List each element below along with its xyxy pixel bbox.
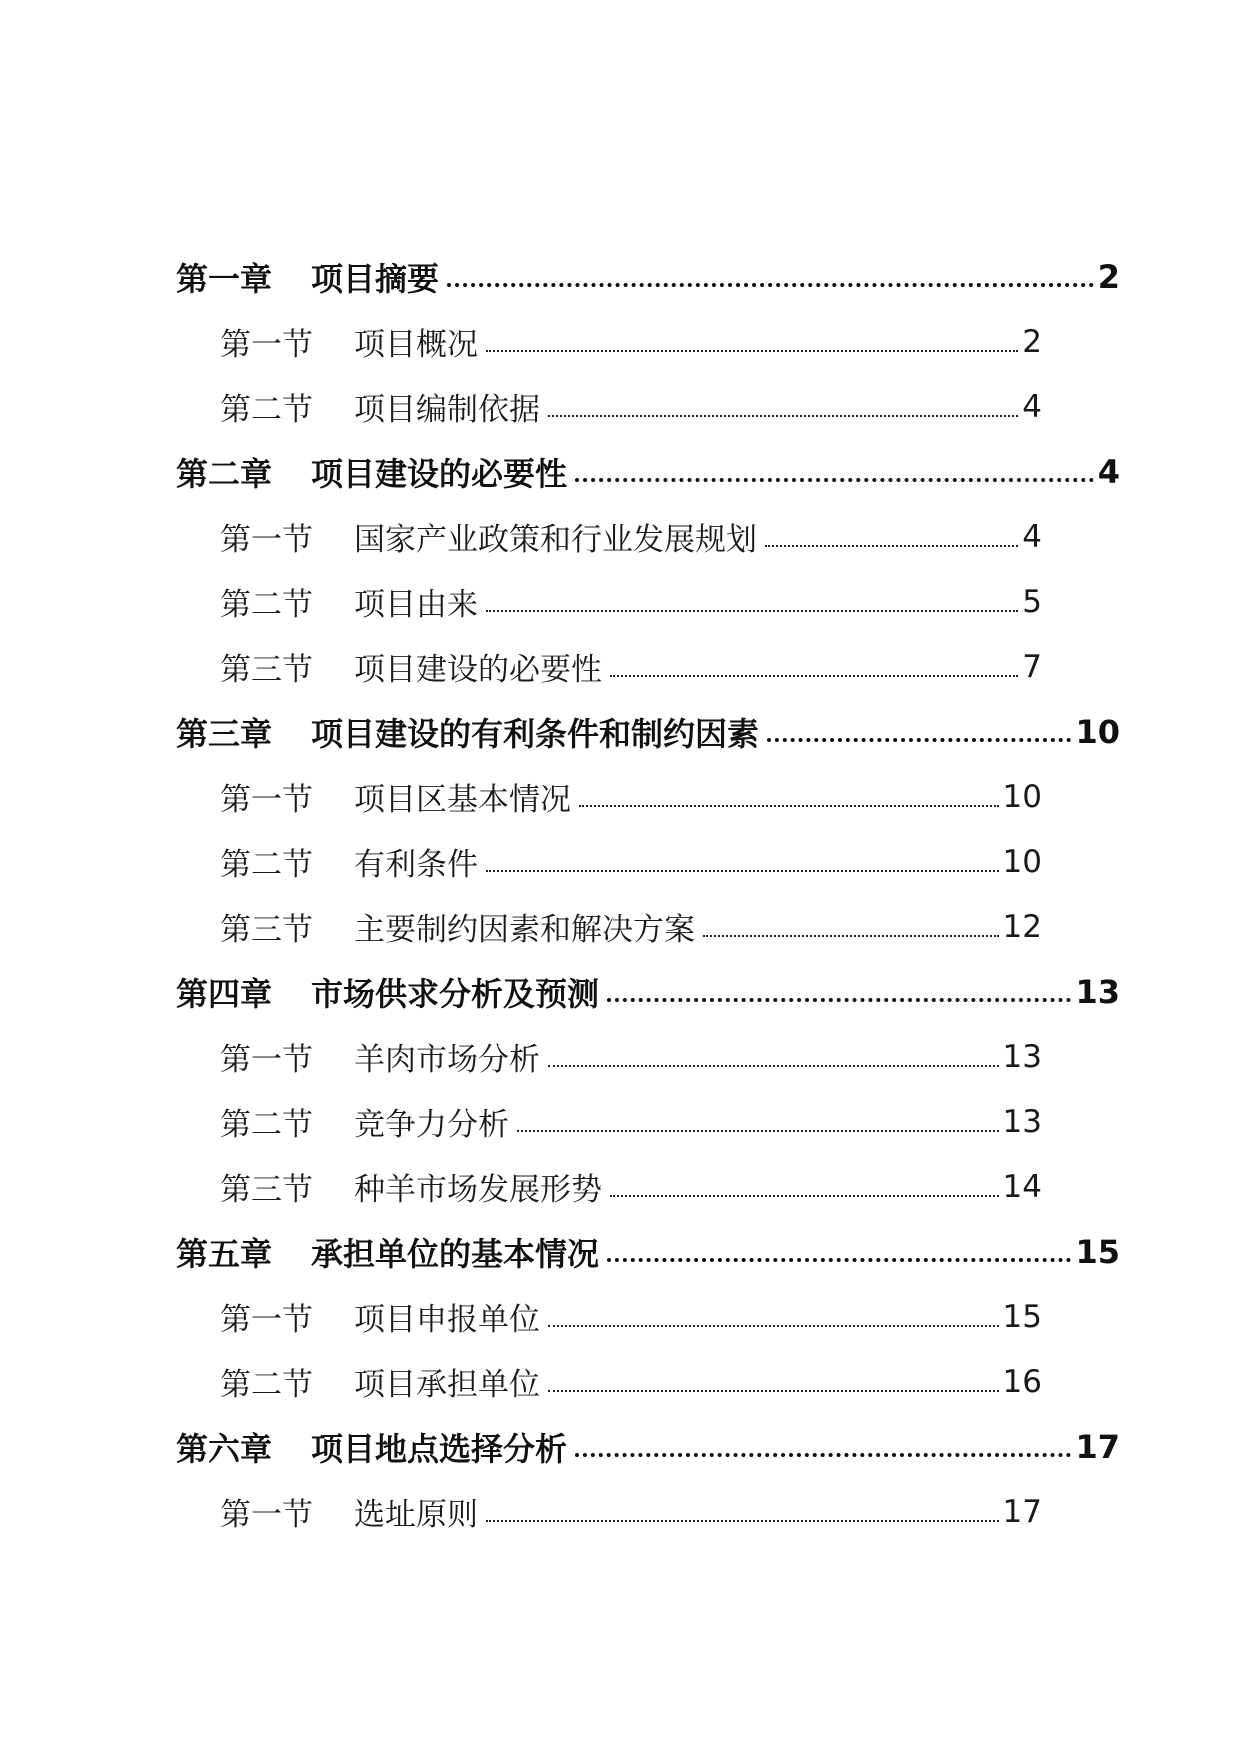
toc-entry-page: 16 <box>1002 1363 1042 1400</box>
toc-entry-title: 羊肉市场分析 <box>354 1042 540 1078</box>
toc-entry-title: 项目承担单位 <box>354 1367 540 1403</box>
toc-entry-number: 第四章 <box>176 974 273 1013</box>
toc-entry-page: 4 <box>1097 452 1120 491</box>
toc-entry-title: 国家产业政策和行业发展规划 <box>354 522 757 558</box>
toc-entry-number: 第三节 <box>220 652 313 688</box>
toc-entry-title: 项目建设的有利条件和制约因素 <box>311 714 760 753</box>
toc-entry-number: 第一节 <box>220 327 313 363</box>
toc-section-entry[interactable] <box>0 894 1042 959</box>
dot-leader <box>575 1453 1071 1457</box>
toc-entry-number: 第三节 <box>220 1172 313 1208</box>
toc-entry-page: 10 <box>1002 778 1042 815</box>
toc-entry-page: 15 <box>1002 1298 1042 1335</box>
dot-leader <box>703 935 999 937</box>
dot-leader <box>486 350 1018 352</box>
dot-leader <box>610 1195 999 1197</box>
toc-section-entry[interactable] <box>0 569 1042 634</box>
toc-entry-number: 第一节 <box>220 1497 313 1533</box>
toc-entry-number: 第一节 <box>220 522 313 558</box>
toc-entry-title: 项目区基本情况 <box>354 782 571 818</box>
toc-entry-number: 第二节 <box>220 1107 313 1143</box>
toc-entry-title: 主要制约因素和解决方案 <box>354 912 695 948</box>
toc-entry-number: 第二节 <box>220 587 313 623</box>
dot-leader <box>548 415 1018 417</box>
toc-entry-number: 第三章 <box>176 714 273 753</box>
dot-leader <box>767 738 1071 742</box>
toc-entry-title: 项目概况 <box>354 327 478 363</box>
toc-section-entry[interactable] <box>0 634 1042 699</box>
toc-entry-page: 5 <box>1022 583 1042 620</box>
dot-leader <box>548 1065 999 1067</box>
toc-entry-page: 2 <box>1097 257 1120 296</box>
dot-leader <box>486 870 999 872</box>
toc-entry-page: 10 <box>1002 843 1042 880</box>
toc-entry-number: 第六章 <box>176 1429 273 1468</box>
toc-entry-title: 选址原则 <box>354 1497 478 1533</box>
dot-leader <box>575 478 1094 482</box>
toc-entry-title: 承担单位的基本情况 <box>311 1234 600 1273</box>
toc-section-entry[interactable] <box>0 374 1042 439</box>
toc-chapter-entry[interactable] <box>0 959 1120 1024</box>
toc-entry-title: 项目编制依据 <box>354 392 540 428</box>
dot-leader <box>548 1325 999 1327</box>
toc-entry-page: 12 <box>1002 908 1042 945</box>
table-of-contents <box>0 244 1241 1544</box>
toc-chapter-entry[interactable] <box>0 244 1120 309</box>
toc-entry-number: 第一节 <box>220 782 313 818</box>
toc-entry-page: 13 <box>1002 1038 1042 1075</box>
dot-leader <box>548 1390 999 1392</box>
toc-section-entry[interactable] <box>0 829 1042 894</box>
toc-chapter-entry[interactable] <box>0 439 1120 504</box>
toc-entry-number: 第二章 <box>176 454 273 493</box>
toc-entry-number: 第五章 <box>176 1234 273 1273</box>
dot-leader <box>607 1258 1071 1262</box>
toc-entry-title: 项目由来 <box>354 587 478 623</box>
toc-section-entry[interactable] <box>0 1154 1042 1219</box>
toc-entry-number: 第一节 <box>220 1042 313 1078</box>
toc-entry-title: 竞争力分析 <box>354 1107 509 1143</box>
toc-entry-number: 第二节 <box>220 1367 313 1403</box>
toc-entry-page: 13 <box>1002 1103 1042 1140</box>
toc-entry-title: 有利条件 <box>354 847 478 883</box>
toc-chapter-entry[interactable] <box>0 699 1120 764</box>
toc-section-entry[interactable] <box>0 1284 1042 1349</box>
toc-section-entry[interactable] <box>0 1349 1042 1414</box>
dot-leader <box>765 545 1018 547</box>
toc-entry-page: 7 <box>1022 648 1042 685</box>
toc-entry-number: 第二节 <box>220 392 313 428</box>
toc-entry-title: 项目建设的必要性 <box>311 454 568 493</box>
toc-section-entry[interactable] <box>0 309 1042 374</box>
toc-entry-title: 市场供求分析及预测 <box>311 974 600 1013</box>
toc-entry-number: 第二节 <box>220 847 313 883</box>
toc-section-entry[interactable] <box>0 1089 1042 1154</box>
toc-entry-title: 项目建设的必要性 <box>354 652 602 688</box>
toc-entry-title: 种羊市场发展形势 <box>354 1172 602 1208</box>
toc-entry-number: 第三节 <box>220 912 313 948</box>
dot-leader <box>486 610 1018 612</box>
toc-entry-page: 15 <box>1075 1232 1120 1271</box>
dot-leader <box>610 675 1018 677</box>
dot-leader <box>447 283 1094 287</box>
dot-leader <box>607 998 1071 1002</box>
toc-entry-page: 13 <box>1075 972 1120 1011</box>
toc-entry-page: 17 <box>1002 1493 1042 1530</box>
toc-section-entry[interactable] <box>0 504 1042 569</box>
toc-chapter-entry[interactable] <box>0 1219 1120 1284</box>
toc-section-entry[interactable] <box>0 764 1042 829</box>
toc-entry-page: 14 <box>1002 1168 1042 1205</box>
toc-entry-number: 第一章 <box>176 259 273 298</box>
dot-leader <box>517 1130 999 1132</box>
dot-leader <box>486 1520 999 1522</box>
toc-section-entry[interactable] <box>0 1479 1042 1544</box>
toc-section-entry[interactable] <box>0 1024 1042 1089</box>
toc-entry-title: 项目地点选择分析 <box>311 1429 568 1468</box>
toc-entry-title: 项目摘要 <box>311 259 440 298</box>
toc-entry-page: 17 <box>1075 1427 1120 1466</box>
toc-entry-page: 2 <box>1022 323 1042 360</box>
toc-entry-title: 项目申报单位 <box>354 1302 540 1338</box>
toc-entry-number: 第一节 <box>220 1302 313 1338</box>
toc-entry-page: 4 <box>1022 518 1042 555</box>
toc-entry-page: 10 <box>1075 712 1120 751</box>
toc-chapter-entry[interactable] <box>0 1414 1120 1479</box>
toc-entry-page: 4 <box>1022 388 1042 425</box>
dot-leader <box>579 805 999 807</box>
